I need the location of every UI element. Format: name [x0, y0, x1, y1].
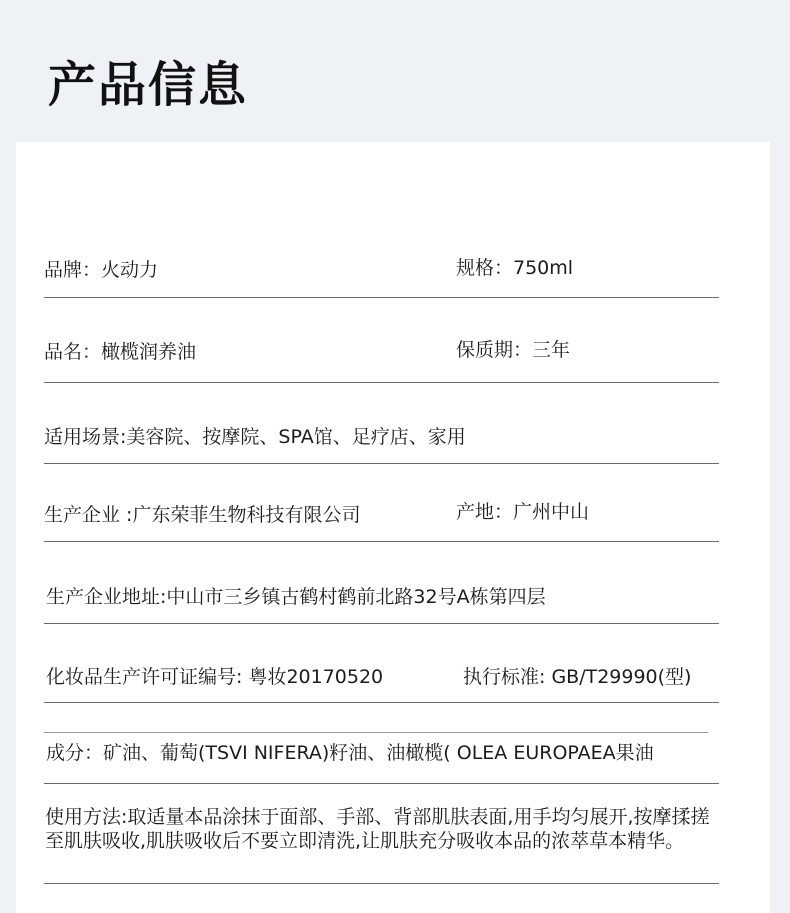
product-name-field: 品名：橄榄润养油: [44, 341, 197, 363]
usage-scene-field: 适用场景:美容院、按摩院、SPA馆、足疗店、家用: [44, 426, 466, 448]
manufacturer-field: 生产企业 :广东荣菲生物科技有限公司: [44, 504, 361, 526]
standard-field: 执行标准: GB/T29990(型): [463, 666, 692, 688]
divider: [44, 541, 719, 542]
origin-field: 产地：广州中山: [456, 501, 590, 523]
usage-instructions-field: 使用方法:取适量本品涂抹于面部、手部、背部肌肤表面,用手均匀展开,按摩揉搓至肌肤吸收,肌肤吸收后不要立即清洗,让肌肤充分吸收本品的浓萃草本精华。: [45, 806, 710, 852]
manufacturer-address-field: 生产企业地址:中山市三乡镇古鹤村鹤前北路32号A栋第四层: [46, 586, 546, 608]
brand-field: 品牌：火动力: [44, 259, 159, 281]
license-number-field: 化妆品生产许可证编号: 粤妆20170520: [46, 666, 384, 688]
divider: [44, 463, 719, 464]
ingredients-field: 成分：矿油、葡萄(TSVI NIFERA)籽油、油橄榄( OLEA EUROPAEA果油: [46, 742, 654, 764]
divider: [44, 732, 708, 733]
divider: [44, 702, 719, 703]
divider: [44, 783, 719, 784]
divider: [44, 883, 719, 884]
shelf-life-field: 保质期：三年: [456, 339, 571, 361]
divider: [44, 382, 719, 383]
divider: [44, 623, 719, 624]
page-title: 产品信息: [48, 57, 249, 113]
divider: [44, 297, 719, 298]
spec-field: 规格：750ml: [456, 257, 574, 279]
